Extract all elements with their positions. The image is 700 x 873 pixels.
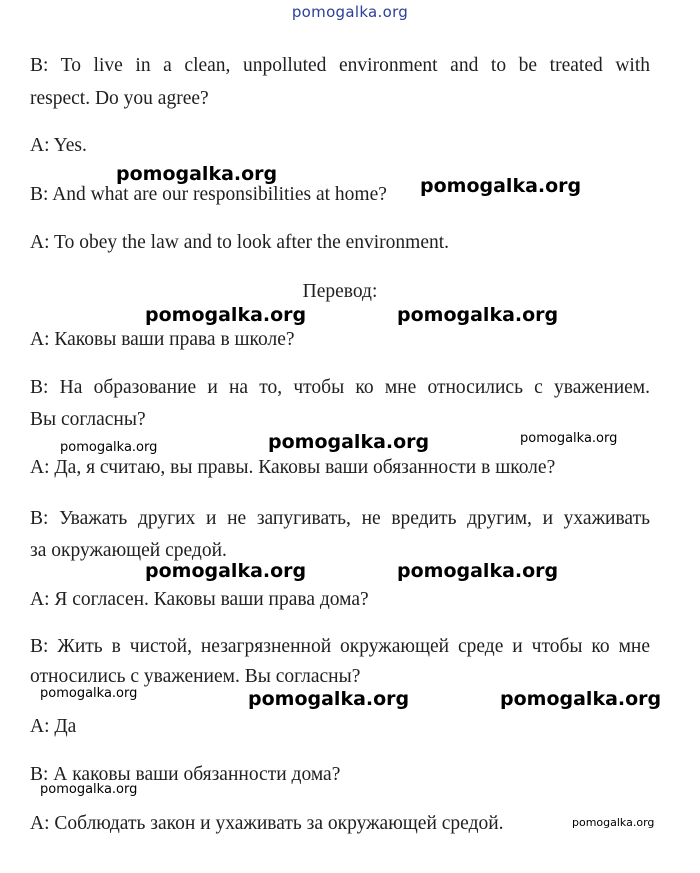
text-line: respect. Do you agree?	[30, 88, 209, 109]
watermark: pomogalka.org	[40, 782, 138, 797]
watermark: pomogalka.org	[500, 688, 662, 710]
text-line: A: Yes.	[30, 135, 87, 156]
text-line: А: Я согласен. Каковы ваши права дома?	[30, 589, 369, 610]
watermark: pomogalka.org	[420, 175, 582, 197]
watermark: pomogalka.org	[40, 686, 138, 701]
watermark: pomogalka.org	[145, 304, 307, 326]
watermark: pomogalka.org	[520, 431, 618, 446]
text-line: А: Да, я считаю, вы правы. Каковы ваши обязанности в школе?	[30, 457, 556, 478]
text-line: Вы согласны?	[30, 409, 146, 430]
watermark: pomogalka.org	[572, 816, 655, 829]
text-line: B: To live in a clean, unpolluted environment and to be treated with	[30, 55, 650, 76]
text-line: В: На образование и на то, чтобы ко мне относились с уважением.	[30, 377, 650, 398]
watermark: pomogalka.org	[248, 688, 410, 710]
watermark: pomogalka.org	[60, 440, 158, 455]
text-line: A: To obey the law and to look after the environment.	[30, 232, 450, 253]
text-line: А: Да	[30, 716, 77, 737]
watermark: pomogalka.org	[145, 560, 307, 582]
text-line: B: And what are our responsibilities at home?	[30, 184, 387, 205]
text-line: А: Каковы ваши права в школе?	[30, 329, 295, 350]
site-header-link[interactable]: pomogalka.org	[291, 3, 409, 21]
text-line: В: А каковы ваши обязанности дома?	[30, 764, 341, 785]
translation-heading: Перевод:	[302, 281, 378, 302]
watermark: pomogalka.org	[116, 163, 278, 185]
text-line: за окружающей средой.	[30, 540, 227, 561]
watermark: pomogalka.org	[397, 304, 559, 326]
text-line: В: Жить в чистой, незагрязненной окружающей среде и чтобы ко мне	[30, 636, 650, 657]
watermark: pomogalka.org	[268, 431, 430, 453]
text-line: относились с уважением. Вы согласны?	[30, 666, 361, 687]
text-line: А: Соблюдать закон и ухаживать за окружающей средой.	[30, 813, 504, 834]
watermark: pomogalka.org	[397, 560, 559, 582]
text-line: В: Уважать других и не запугивать, не вредить другим, и ухаживать	[30, 508, 650, 529]
